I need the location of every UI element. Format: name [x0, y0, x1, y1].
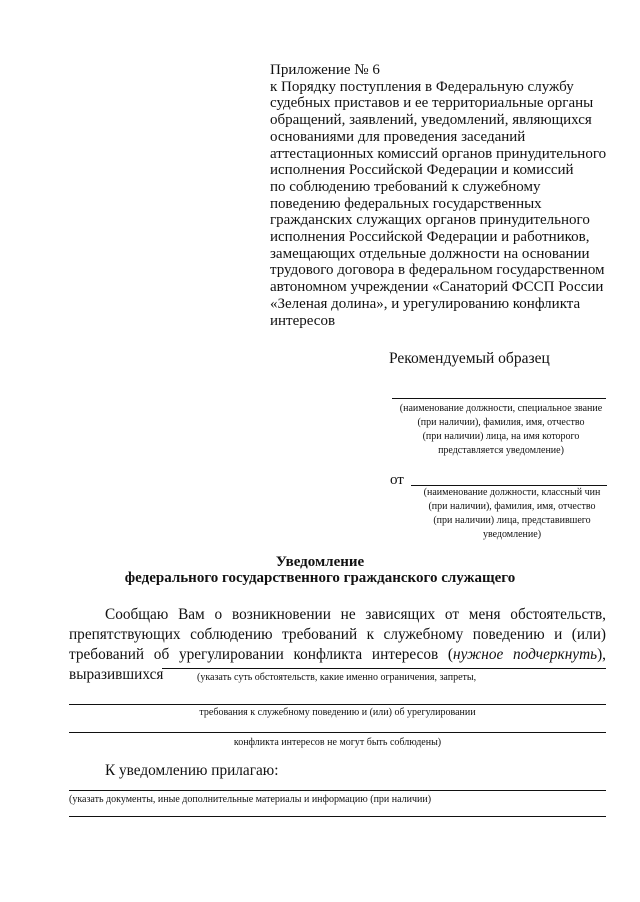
appendix-line: исполнения Российской Федерации и комиссий: [270, 162, 574, 179]
addressee-field-line[interactable]: [392, 398, 606, 399]
appendix-line: аттестационных комиссий органов принудительного: [270, 145, 607, 162]
appendix-line: интересов: [270, 312, 336, 329]
appendix-line: гражданских служащих органов принудительного: [270, 212, 590, 229]
body-line-text: требований об урегулировании конфликта интересов (: [69, 646, 454, 663]
addressee-caption-line: (при наличии) лица, на имя которого: [422, 431, 580, 442]
attachments-field-line-2[interactable]: [69, 816, 606, 817]
appendix-line: автономном учреждении «Санаторий ФССП России: [270, 279, 604, 296]
addressee-caption: [390, 402, 612, 458]
body-line: [69, 645, 606, 665]
addressee-caption-line: (наименование должности, специальное звание: [399, 403, 603, 414]
appendix-line: основаниями для проведения заседаний: [270, 128, 526, 145]
circumstances-caption: (указать суть обстоятельств, какие именно ограничения, запреты,: [197, 672, 477, 683]
body-line: выразившихся: [69, 666, 164, 683]
from-label: от: [390, 472, 404, 488]
appendix-line: судебных приставов и ее территориальные органы: [270, 95, 594, 112]
appendix-line: обращений, заявлений, уведомлений, являющихся: [270, 112, 592, 129]
circumstances-caption-2: требования к служебному поведению и (или) об урегулировании: [199, 707, 476, 718]
body-line: Сообщаю Вам о возникновении не зависящих от меня обстоятельств,: [105, 606, 606, 623]
body-line-text: ),: [597, 646, 606, 663]
appendix-line: поведению федеральных государственных: [270, 195, 542, 212]
appendix-line: по соблюдению требований к служебному: [270, 178, 541, 195]
sender-caption: [414, 486, 610, 542]
appendix-line: Приложение № 6: [270, 62, 380, 78]
sender-caption-line: (при наличии), фамилия, имя, отчество: [428, 501, 596, 512]
circumstances-field-line-2[interactable]: [69, 704, 606, 705]
attachments-caption: (указать документы, иные дополнительные материалы и информацию (при наличии): [69, 794, 432, 805]
appendix-line: трудового договора в федеральном государственном: [270, 262, 605, 279]
circumstances-caption-3: конфликта интересов не могут быть соблюдены): [233, 737, 442, 748]
attachments-label: К уведомлению прилагаю:: [105, 762, 279, 779]
addressee-caption-line: представляется уведомление): [438, 445, 564, 456]
attachments-field-line[interactable]: [69, 790, 606, 791]
appendix-line: «Зеленая долина», и урегулированию конфликта: [270, 295, 581, 312]
recommended-sample-label: Рекомендуемый образец: [389, 350, 550, 367]
appendix-line: замещающих отдельные должности на основании: [270, 245, 590, 262]
document-title: Уведомление: [275, 554, 365, 570]
appendix-line: к Порядку поступления в Федеральную службу: [270, 78, 574, 95]
document-subtitle: федерального государственного гражданского служащего: [124, 570, 516, 586]
sender-caption-line: (наименование должности, классный чин: [423, 487, 601, 498]
body-line: препятствующих соблюдению требований к служебному поведению и (или): [69, 626, 606, 643]
appendix-header: [270, 62, 620, 329]
addressee-caption-line: (при наличии), фамилия, имя, отчество: [417, 417, 585, 428]
sender-caption-line: (при наличии) лица, представившего: [433, 515, 591, 526]
circumstances-field-line[interactable]: [162, 668, 606, 669]
sender-caption-line: уведомление): [482, 529, 542, 540]
circumstances-field-line-3[interactable]: [69, 732, 606, 733]
appendix-line: исполнения Российской Федерации и работников,: [270, 229, 590, 246]
underline-hint: нужное подчеркнуть: [453, 646, 598, 663]
